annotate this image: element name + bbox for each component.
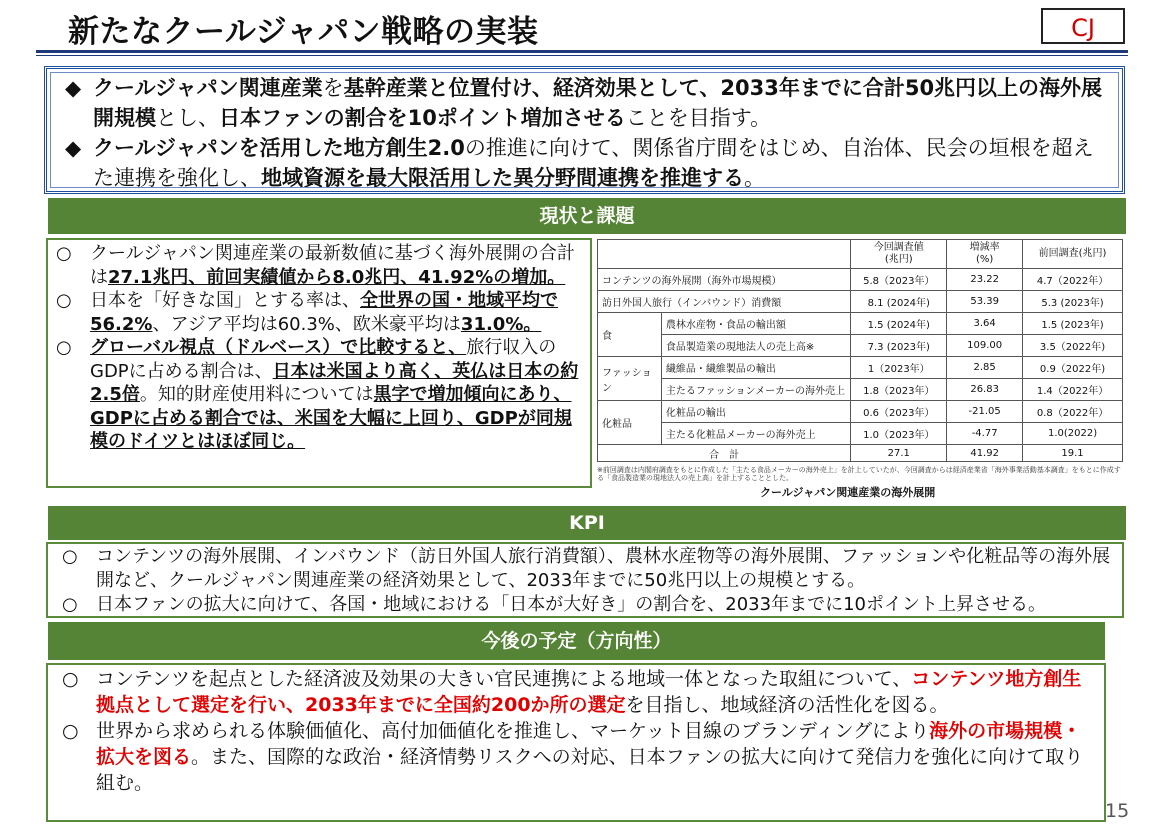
item-text-highlight: コンテンツ地方創生拠点として選定を行い、2033年までに全国約200か所の選定 [96, 668, 1082, 716]
table-header-current: 今回調査値 (兆円) [851, 240, 947, 269]
title-rule [36, 50, 1128, 53]
item-text: クールジャパン関連産業の最新数値に基づく海外展開の合計は [90, 243, 575, 288]
table-cell: 23.22 [947, 269, 1023, 291]
item-text: 日本を「好きな国」とする率は、 [90, 290, 360, 311]
table-row [598, 335, 1123, 357]
current-item-3 [56, 336, 582, 454]
table-cell: 5.8（2023年） [851, 269, 947, 291]
summary-point-2 [65, 133, 1106, 193]
item-text: 31.0%。 [460, 313, 542, 335]
circle-bullet-icon: ○ [62, 594, 78, 615]
summary-text: 日本ファンの割合を10ポイント増加させる [219, 106, 626, 130]
item-text: 。知的財産使用料については [139, 384, 374, 405]
table-cell: 1.5 (2023年) [1023, 313, 1123, 335]
table-cell-item: 訪日外国人旅行（インバウンド）消費額 [598, 291, 851, 313]
table-cell-category: 化粧品 [598, 401, 662, 445]
table-row [598, 379, 1123, 401]
future-item-2 [62, 718, 1096, 796]
table-caption: クールジャパン関連産業の海外展開 [760, 486, 936, 499]
future-plan-box [46, 663, 1106, 822]
kpi-item-2 [62, 593, 1114, 617]
table-cell: 1.0（2023年） [851, 423, 947, 445]
summary-text: 。 [744, 166, 765, 190]
page-title: 新たなクールジャパン戦略の実装 [68, 14, 539, 50]
circle-bullet-icon: ○ [62, 546, 78, 567]
kpi-item-1 [62, 545, 1114, 593]
table-cell: 109.00 [947, 335, 1023, 357]
circle-bullet-icon: ○ [56, 290, 72, 311]
table-cell: -4.77 [947, 423, 1023, 445]
cj-badge: CJ [1041, 8, 1125, 44]
section-title-current: 現状と課題 [48, 198, 1126, 234]
table-row [598, 423, 1123, 445]
summary-text: 地域資源を最大限活用した異分野間連携を推進する [261, 166, 744, 190]
table-cell: 3.5（2022年) [1023, 335, 1123, 357]
item-text: 日本は米国より高く、英仏は日本の約2.5倍 [90, 360, 579, 405]
summary-text: の推進に向けて、関係省庁間をはじめ、自治体、民会の垣根を超えた連携を強化し、 [93, 136, 1094, 190]
current-item-2 [56, 289, 582, 336]
summary-point-1 [65, 73, 1106, 133]
circle-bullet-icon: ○ [56, 243, 72, 264]
summary-text: 基幹産業と位置付け [343, 76, 532, 100]
table-cell-item: 繊維品・繊維製品の輸出 [661, 357, 851, 379]
table-cell-item: 食品製造業の現地法人の売上高※ [661, 335, 851, 357]
table-cell-item: 主たる化粧品メーカーの海外売上 [661, 423, 851, 445]
table-row [598, 357, 1123, 379]
section-title-kpi: KPI [48, 506, 1126, 540]
table-cell: 2.85 [947, 357, 1023, 379]
table-cell: -21.05 [947, 401, 1023, 423]
circle-bullet-icon: ○ [56, 337, 72, 358]
item-text: コンテンツの海外展開、インバウンド（訪日外国人旅行消費額）、農林水産物等の海外展開、ファッションや化粧品等の海外展開など、クールジャパン関連産業の経済効果として、2033年までに50兆円以上の規模とする。 [96, 546, 1111, 591]
summary-text: クールジャパンを活用した地方創生2.0 [93, 136, 465, 160]
table-total-label: 合 計 [598, 445, 851, 462]
table-cell: 0.8（2022年） [1023, 401, 1123, 423]
table-cell: 1.4（2022年） [1023, 379, 1123, 401]
table-row [598, 291, 1123, 313]
item-text: 日本ファンの拡大に向けて、各国・地域における「日本が大好き」の割合を、2033年までに10ポイント上昇させる。 [96, 594, 1046, 615]
table-cell: 4.7（2022年） [1023, 269, 1123, 291]
summary-text: を [322, 76, 344, 100]
item-text: 、アジア平均は60.3%、欧米豪平均は [152, 313, 461, 335]
summary-box [44, 66, 1125, 194]
current-item-1 [56, 242, 582, 289]
table-cell-item: 化粧品の輸出 [661, 401, 851, 423]
table-total-cell: 41.92 [947, 445, 1023, 462]
table-cell-category: 食 [598, 313, 662, 357]
item-text: 旅行収入のGDPに占める割合は、 [90, 337, 557, 382]
section-title-future: 今後の予定（方向性） [48, 622, 1105, 660]
table-header-row [598, 240, 1123, 269]
table-cell-item: コンテンツの海外展開（海外市場規模） [598, 269, 851, 291]
title-rule-thin [36, 55, 1128, 56]
table-total-row [598, 445, 1123, 462]
table-cell: 0.9（2022年) [1023, 357, 1123, 379]
table-cell: 1.5 (2024年) [851, 313, 947, 335]
item-text: 27.1兆円、前回実績値から8.0兆円、41.92%の増加。 [108, 266, 566, 288]
table-row [598, 269, 1123, 291]
table-cell: 8.1 (2024年) [851, 291, 947, 313]
item-text: 全世界の国・地域平均で56.2% [90, 290, 558, 335]
table-cell: 3.64 [947, 313, 1023, 335]
diamond-bullet-icon: ◆ [65, 76, 82, 100]
item-text: 黒字で増加傾向にあり、GDPに占める割合では、米国を大幅に上回り、GDPが同規模のドイツとはほぼ同じ。 [90, 384, 572, 452]
table-cell: 26.83 [947, 379, 1023, 401]
summary-text: クールジャパン関連産業 [93, 76, 323, 100]
table-note: ※前回調査は内閣府調査をもとに作成した「主たる食品メーカーの海外売上」を計上していたが、今回調査からは経済産業省「海外事業活動基本調査」をもとに作成する「食品製造業の現地法人の売上高」を計上することとした。 [597, 466, 1121, 482]
circle-bullet-icon: ○ [62, 720, 79, 742]
table-total-cell: 19.1 [1023, 445, 1123, 462]
summary-text: ことを目指す。 [625, 106, 772, 130]
kpi-box [46, 542, 1124, 618]
table-cell: 1（2023年） [851, 357, 947, 379]
summary-text: 、 [531, 76, 553, 100]
overseas-expansion-table [597, 239, 1123, 462]
table-cell: 0.6（2023年） [851, 401, 947, 423]
item-text: コンテンツを起点とした経済波及効果の大きい官民連携による地域一体となった取組について、 [96, 668, 912, 690]
table-total-cell: 27.1 [851, 445, 947, 462]
table-cell-item: 農林水産物・食品の輸出額 [661, 313, 851, 335]
table-row [598, 401, 1123, 423]
table-header-blank [598, 240, 851, 269]
circle-bullet-icon: ○ [62, 668, 79, 690]
table-cell: 1.8（2023年） [851, 379, 947, 401]
table-cell: 53.39 [947, 291, 1023, 313]
diamond-bullet-icon: ◆ [65, 136, 82, 160]
table-cell-category: ファッション [598, 357, 662, 401]
item-text-highlight: 海外の市場規模・拡大を図る [96, 720, 1082, 768]
current-status-box [46, 238, 592, 488]
page-number: 15 [1105, 800, 1130, 822]
item-text: グローバル視点（ドルベース）で比較すると、 [90, 337, 467, 358]
table-cell: 7.3 (2023年) [851, 335, 947, 357]
table-row [598, 313, 1123, 335]
summary-text: とし、 [156, 106, 219, 130]
item-text: 世界から求められる体験価値化、高付加価値化を推進し、マーケット目線のブランディングにより [96, 720, 930, 742]
item-text: 。また、国際的な政治・経済情勢リスクへの対応、日本ファンの拡大に向けて発信力を強化に向けて取り組む。 [96, 746, 1084, 794]
table-header-previous: 前回調査(兆円) [1023, 240, 1123, 269]
summary-text: 経済効果として、2033年までに合計50兆円以上の海外展開規模 [93, 76, 1103, 130]
table-cell-item: 主たるファッションメーカーの海外売上 [661, 379, 851, 401]
future-item-1 [62, 666, 1096, 718]
table-cell: 1.0(2022) [1023, 423, 1123, 445]
item-text: を目指し、地域経済の活性化を図る。 [625, 694, 949, 716]
table-header-rate: 増減率 (%) [947, 240, 1023, 269]
table-cell: 5.3 (2023年) [1023, 291, 1123, 313]
